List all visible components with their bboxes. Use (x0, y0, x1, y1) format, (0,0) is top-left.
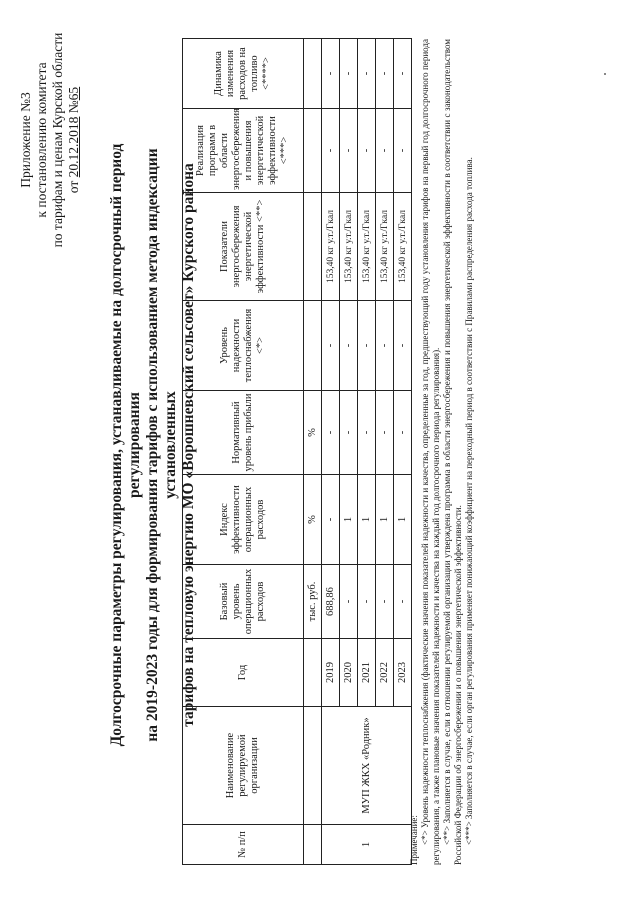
row-dynamics: - (394, 39, 412, 109)
row-dynamics: - (340, 39, 358, 109)
note-item: <*> Уровень надежности теплоснабжения (фактические значения показателей надежности и качества, определенные за год, предшествующий году установления тарифов на первый год долгосрочного периода регулирования, а также плановые значения показателей надежности и качества на каждый год долгосрочного периода регулирования). (420, 39, 441, 865)
units-profit: % (304, 391, 322, 475)
row-profit: - (394, 391, 412, 475)
title-line-3: тарифов на тепловую энергию МО «Ворошневский сельсовет» Курского района (180, 163, 197, 727)
org-name: МУП ЖКХ «Родник» (322, 707, 412, 825)
row-reliability: - (358, 301, 376, 391)
row-program: - (340, 109, 358, 193)
appendix-line3: по тарифам и ценам Курской области (50, 32, 65, 248)
row-dynamics: - (376, 39, 394, 109)
row-year: 2022 (376, 639, 394, 707)
row-base: - (394, 565, 412, 639)
row-program: - (376, 109, 394, 193)
row-profit: - (358, 391, 376, 475)
header-program: Реализация программ в области энергосбережения и повышения энергетической эффективности <***> (183, 109, 304, 193)
row-dynamics: - (358, 39, 376, 109)
units-base: тыс. руб. (304, 565, 322, 639)
row-reliability: - (322, 301, 340, 391)
row-index: 1 (340, 475, 358, 565)
notes-heading: Примечание: (409, 815, 419, 865)
row-reliability: - (376, 301, 394, 391)
decree-date: 20.12.2018 (66, 116, 81, 178)
parameters-table (182, 38, 412, 865)
row-year: 2023 (394, 639, 412, 707)
row-index: 1 (394, 475, 412, 565)
title-line-1: Долгосрочные параметры регулирования, устанавливаемые на долгосрочный период регулирования (108, 143, 143, 747)
header-base: Базовый уровень операционных расходов (183, 565, 304, 639)
row-reliability: - (340, 301, 358, 391)
appendix-line2: к постановлению комитета (34, 62, 49, 218)
row-base: - (358, 565, 376, 639)
units-reliability (304, 301, 322, 391)
header-index: Индекс эффективности операционных расходов (183, 475, 304, 565)
row-year: 2021 (358, 639, 376, 707)
units-energy (304, 193, 322, 301)
row-reliability: - (394, 301, 412, 391)
header-profit: Нормативный уровень прибыли (183, 391, 304, 475)
header-dynamics: Динамика изменения расходов на топливо <****> (183, 39, 304, 109)
org-number: 1 (322, 825, 412, 865)
date-prefix: от (66, 177, 81, 194)
row-energy: 153,40 кг у.т./Гкал (394, 193, 412, 301)
scan-speck (604, 73, 606, 75)
row-base: - (340, 565, 358, 639)
row-dynamics: - (322, 39, 340, 109)
notes-section (409, 39, 475, 865)
table-row (322, 39, 340, 865)
units-num (304, 825, 322, 865)
row-index: 1 (358, 475, 376, 565)
appendix-header (18, 15, 82, 265)
row-base: - (376, 565, 394, 639)
units-row (304, 39, 322, 865)
appendix-date-line (66, 15, 82, 265)
row-program: - (358, 109, 376, 193)
note-item: <***> Заполняется в случае, если орган регулирования применяет понижающий коэффициент на переходный период в соответствии с Правилами распределения расхода топлива. (464, 157, 474, 845)
header-org: Наименование регулируемой организации (183, 707, 304, 825)
row-index: 1 (376, 475, 394, 565)
row-energy: 153,40 кг у.т./Гкал (322, 193, 340, 301)
appendix-title: Приложение №3 (18, 92, 33, 188)
row-energy: 153,40 кг у.т./Гкал (340, 193, 358, 301)
units-org (304, 707, 322, 825)
units-program (304, 109, 322, 193)
row-index: - (322, 475, 340, 565)
header-reliability: Уровень надежности теплоснабжения <*> (183, 301, 304, 391)
row-program: - (322, 109, 340, 193)
decree-number: 65 (66, 86, 81, 101)
title-line-2: на 2019-2023 годы для формирования тарифов с использованием метода индексации установленных (144, 148, 179, 742)
row-profit: - (340, 391, 358, 475)
header-energy: Показатели энергосбережения энергетической эффективности <**> (183, 193, 304, 301)
row-profit: - (322, 391, 340, 475)
header-year: Год (183, 639, 304, 707)
row-energy: 153,40 кг у.т./Гкал (376, 193, 394, 301)
header-num: № п/п (183, 825, 304, 865)
parameters-table-wrap (182, 39, 412, 865)
header-row (183, 39, 304, 865)
units-year (304, 639, 322, 707)
units-index: % (304, 475, 322, 565)
row-base: 688,86 (322, 565, 340, 639)
row-energy: 153,40 кг у.т./Гкал (358, 193, 376, 301)
units-dynamics (304, 39, 322, 109)
row-program: - (394, 109, 412, 193)
row-year: 2019 (322, 639, 340, 707)
number-prefix: № (66, 100, 81, 117)
note-item: <**> Заполняется в случае, если в отношении регулируемой организации утверждена программа в области энергосбережения и повышения энергетической эффективности в соответствии с законодательством Российской Федерации об энергосбережении и о повышении энергетической эффективности. (442, 39, 463, 865)
row-year: 2020 (340, 639, 358, 707)
row-profit: - (376, 391, 394, 475)
